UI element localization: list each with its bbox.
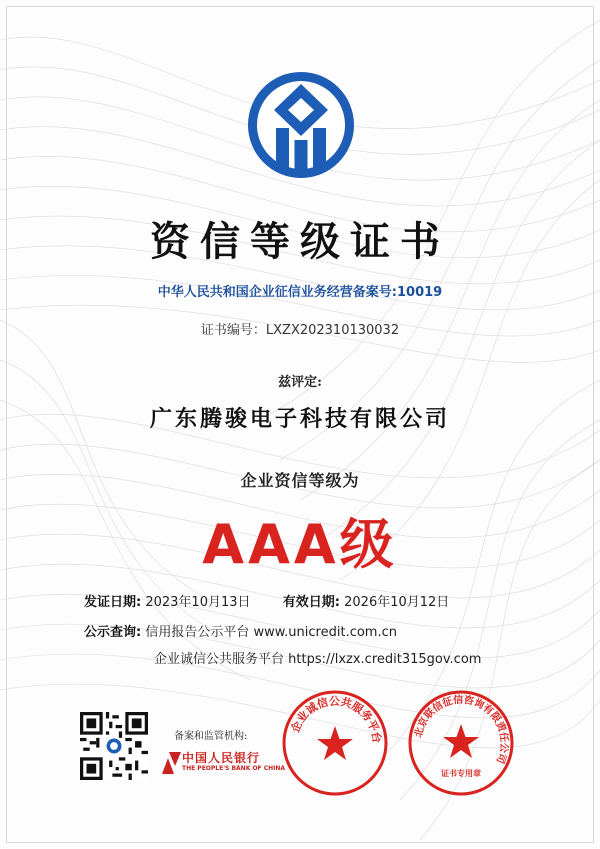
pboc-name-cn: 中国人民银行	[182, 751, 261, 765]
filing-label: 备案和监管机构:	[174, 731, 248, 742]
service-platform-seal	[280, 688, 390, 798]
query-line-1: 信用报告公示平台 www.unicredit.com.cn	[145, 625, 397, 640]
assessed-label: 兹评定:	[278, 375, 322, 390]
issue-date-label: 发证日期:	[84, 595, 142, 610]
certificate-title: 资信等级证书	[150, 218, 450, 265]
valid-until: 2026年10月12日	[344, 595, 450, 610]
query-row	[84, 621, 397, 640]
credit-logo-icon	[246, 70, 356, 180]
query-line-2: 企业诚信公共服务平台 https://lxzx.credit315gov.com	[154, 652, 482, 667]
dates-row	[84, 591, 449, 610]
qr-code-icon[interactable]	[80, 712, 148, 780]
valid-until-label: 有效日期:	[282, 595, 340, 610]
seal2-text: 北京联信征信咨询有限责任公司	[413, 694, 510, 765]
company-seal	[406, 688, 516, 798]
record-number: 中华人民共和国企业征信业务经营备案号:10019	[157, 285, 443, 300]
issue-date: 2023年10月13日	[145, 595, 251, 610]
level-intro: 企业资信等级为	[240, 471, 360, 490]
pboc-name-en: THE PEOPLE'S BANK OF CHINA	[182, 765, 286, 772]
seal1-text: 企业诚信公共服务平台	[288, 694, 384, 744]
seal2-bottom-text: 证书专用章	[441, 768, 481, 778]
query-label: 公示查询:	[84, 625, 142, 640]
credit-grade: AAA级	[202, 513, 398, 576]
certificate-number: 证书编号：LXZX202310130032	[200, 323, 400, 338]
company-name: 广东腾骏电子科技有限公司	[149, 406, 450, 432]
